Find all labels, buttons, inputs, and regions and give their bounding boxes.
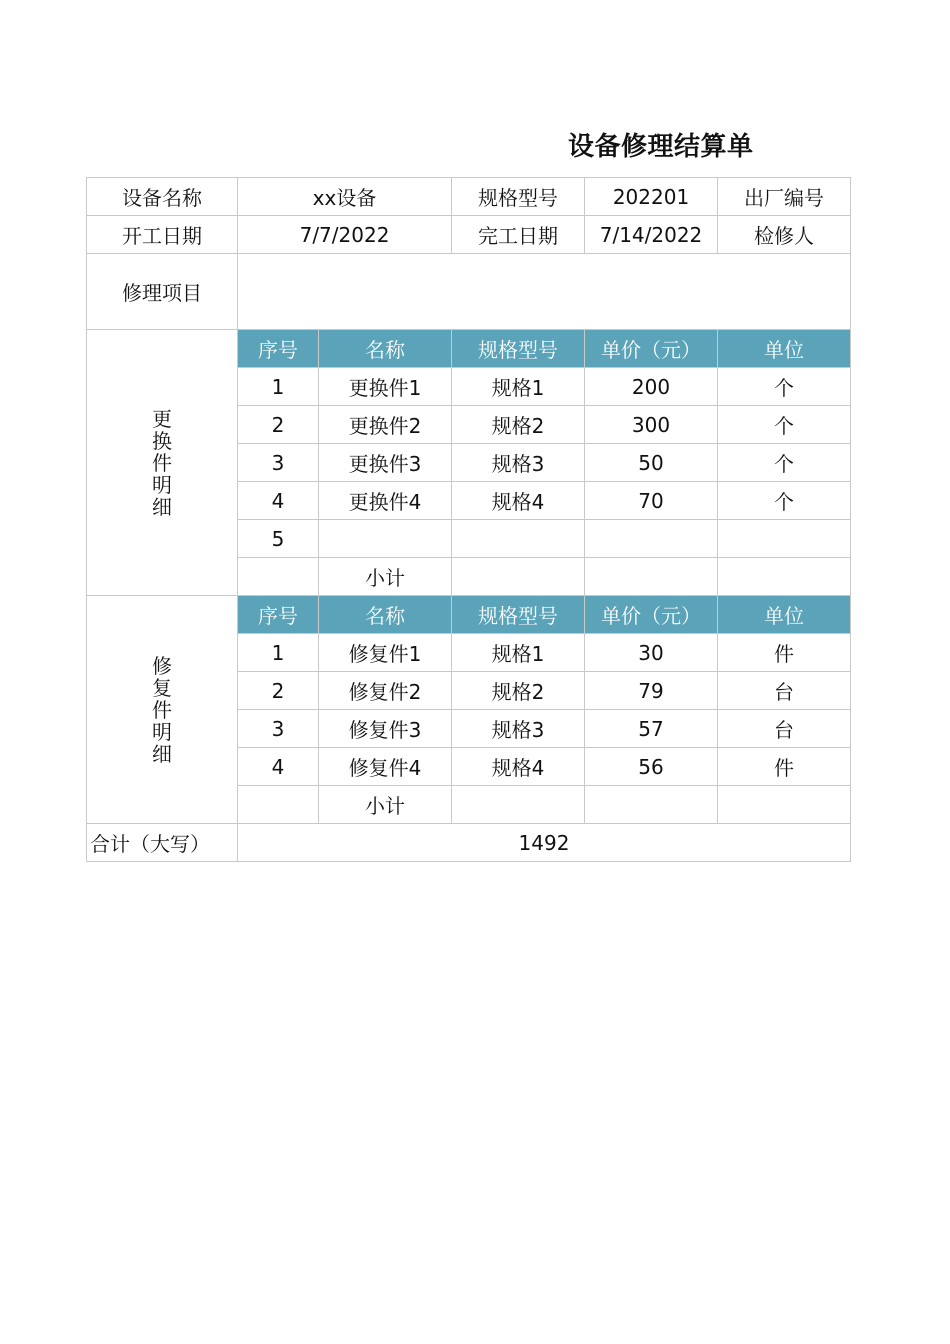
row-name[interactable]: 修复件4 xyxy=(319,748,452,786)
column-header-unit: 单位 xyxy=(718,330,851,368)
subtotal-empty-cell[interactable] xyxy=(452,558,585,596)
row-price[interactable]: 70 xyxy=(585,482,718,520)
row-no[interactable]: 4 xyxy=(238,748,319,786)
subtotal-empty-cell[interactable] xyxy=(452,786,585,824)
factory-no-label: 出厂编号 xyxy=(718,178,851,216)
column-header-unit: 单位 xyxy=(718,596,851,634)
row-no[interactable]: 1 xyxy=(238,634,319,672)
end-date-label: 完工日期 xyxy=(452,216,585,254)
row-spec[interactable]: 规格1 xyxy=(452,368,585,406)
info-row-2 xyxy=(87,216,851,254)
row-spec[interactable] xyxy=(452,520,585,558)
row-price[interactable]: 30 xyxy=(585,634,718,672)
row-unit[interactable] xyxy=(718,520,851,558)
row-name[interactable]: 更换件2 xyxy=(319,406,452,444)
replace-section-label-text: 更换件明细 xyxy=(152,406,172,519)
row-spec[interactable]: 规格3 xyxy=(452,710,585,748)
row-no[interactable]: 3 xyxy=(238,444,319,482)
row-no[interactable]: 2 xyxy=(238,672,319,710)
device-name-label: 设备名称 xyxy=(87,178,238,216)
row-name[interactable]: 修复件2 xyxy=(319,672,452,710)
subtotal-empty-cell[interactable] xyxy=(238,786,319,824)
row-unit[interactable]: 台 xyxy=(718,710,851,748)
subtotal-empty-cell[interactable] xyxy=(238,558,319,596)
row-unit[interactable]: 件 xyxy=(718,748,851,786)
repair-items-value[interactable] xyxy=(238,254,851,330)
row-no[interactable]: 5 xyxy=(238,520,319,558)
total-label: 合计（大写） xyxy=(87,824,238,862)
column-header-price: 单价（元） xyxy=(585,330,718,368)
row-price[interactable]: 79 xyxy=(585,672,718,710)
replace-subtotal-label: 小计 xyxy=(319,558,452,596)
row-unit[interactable]: 个 xyxy=(718,482,851,520)
total-row xyxy=(87,824,851,862)
row-unit[interactable]: 个 xyxy=(718,368,851,406)
repair-subtotal-label: 小计 xyxy=(319,786,452,824)
row-price[interactable]: 56 xyxy=(585,748,718,786)
start-date-value[interactable]: 7/7/2022 xyxy=(238,216,452,254)
info-row-1 xyxy=(87,178,851,216)
settlement-table xyxy=(86,177,851,862)
row-price[interactable]: 50 xyxy=(585,444,718,482)
repair-header-row xyxy=(87,596,851,634)
row-name[interactable]: 修复件1 xyxy=(319,634,452,672)
row-name[interactable]: 更换件4 xyxy=(319,482,452,520)
repair-items-row xyxy=(87,254,851,330)
row-spec[interactable]: 规格3 xyxy=(452,444,585,482)
repair-subtotal-value[interactable] xyxy=(585,786,718,824)
replace-header-row xyxy=(87,330,851,368)
repair-section-label-text: 修复件明细 xyxy=(152,653,172,766)
replace-subtotal-value[interactable] xyxy=(585,558,718,596)
start-date-label: 开工日期 xyxy=(87,216,238,254)
column-header-name: 名称 xyxy=(319,596,452,634)
row-price[interactable] xyxy=(585,520,718,558)
device-name-value[interactable]: xx设备 xyxy=(238,178,452,216)
inspector-label: 检修人 xyxy=(718,216,851,254)
row-no[interactable]: 2 xyxy=(238,406,319,444)
spec-label: 规格型号 xyxy=(452,178,585,216)
row-spec[interactable]: 规格2 xyxy=(452,406,585,444)
row-unit[interactable]: 个 xyxy=(718,444,851,482)
column-header-spec: 规格型号 xyxy=(452,330,585,368)
column-header-spec: 规格型号 xyxy=(452,596,585,634)
replace-section-label xyxy=(87,330,238,596)
end-date-value[interactable]: 7/14/2022 xyxy=(585,216,718,254)
row-price[interactable]: 300 xyxy=(585,406,718,444)
total-value[interactable]: 1492 xyxy=(238,824,851,862)
row-spec[interactable]: 规格4 xyxy=(452,482,585,520)
row-no[interactable]: 4 xyxy=(238,482,319,520)
column-header-no: 序号 xyxy=(238,330,319,368)
subtotal-empty-cell[interactable] xyxy=(718,558,851,596)
column-header-no: 序号 xyxy=(238,596,319,634)
subtotal-empty-cell[interactable] xyxy=(718,786,851,824)
row-no[interactable]: 3 xyxy=(238,710,319,748)
column-header-name: 名称 xyxy=(319,330,452,368)
repair-items-label: 修理项目 xyxy=(87,254,238,330)
row-name[interactable]: 更换件1 xyxy=(319,368,452,406)
row-name[interactable]: 更换件3 xyxy=(319,444,452,482)
row-spec[interactable]: 规格2 xyxy=(452,672,585,710)
row-price[interactable]: 200 xyxy=(585,368,718,406)
row-unit[interactable]: 件 xyxy=(718,634,851,672)
row-spec[interactable]: 规格1 xyxy=(452,634,585,672)
row-unit[interactable]: 个 xyxy=(718,406,851,444)
row-price[interactable]: 57 xyxy=(585,710,718,748)
page-title: 设备修理结算单 xyxy=(568,132,754,162)
row-spec[interactable]: 规格4 xyxy=(452,748,585,786)
column-header-price: 单价（元） xyxy=(585,596,718,634)
row-unit[interactable]: 台 xyxy=(718,672,851,710)
repair-section-label xyxy=(87,596,238,824)
row-name[interactable] xyxy=(319,520,452,558)
row-no[interactable]: 1 xyxy=(238,368,319,406)
spec-value[interactable]: 202201 xyxy=(585,178,718,216)
row-name[interactable]: 修复件3 xyxy=(319,710,452,748)
